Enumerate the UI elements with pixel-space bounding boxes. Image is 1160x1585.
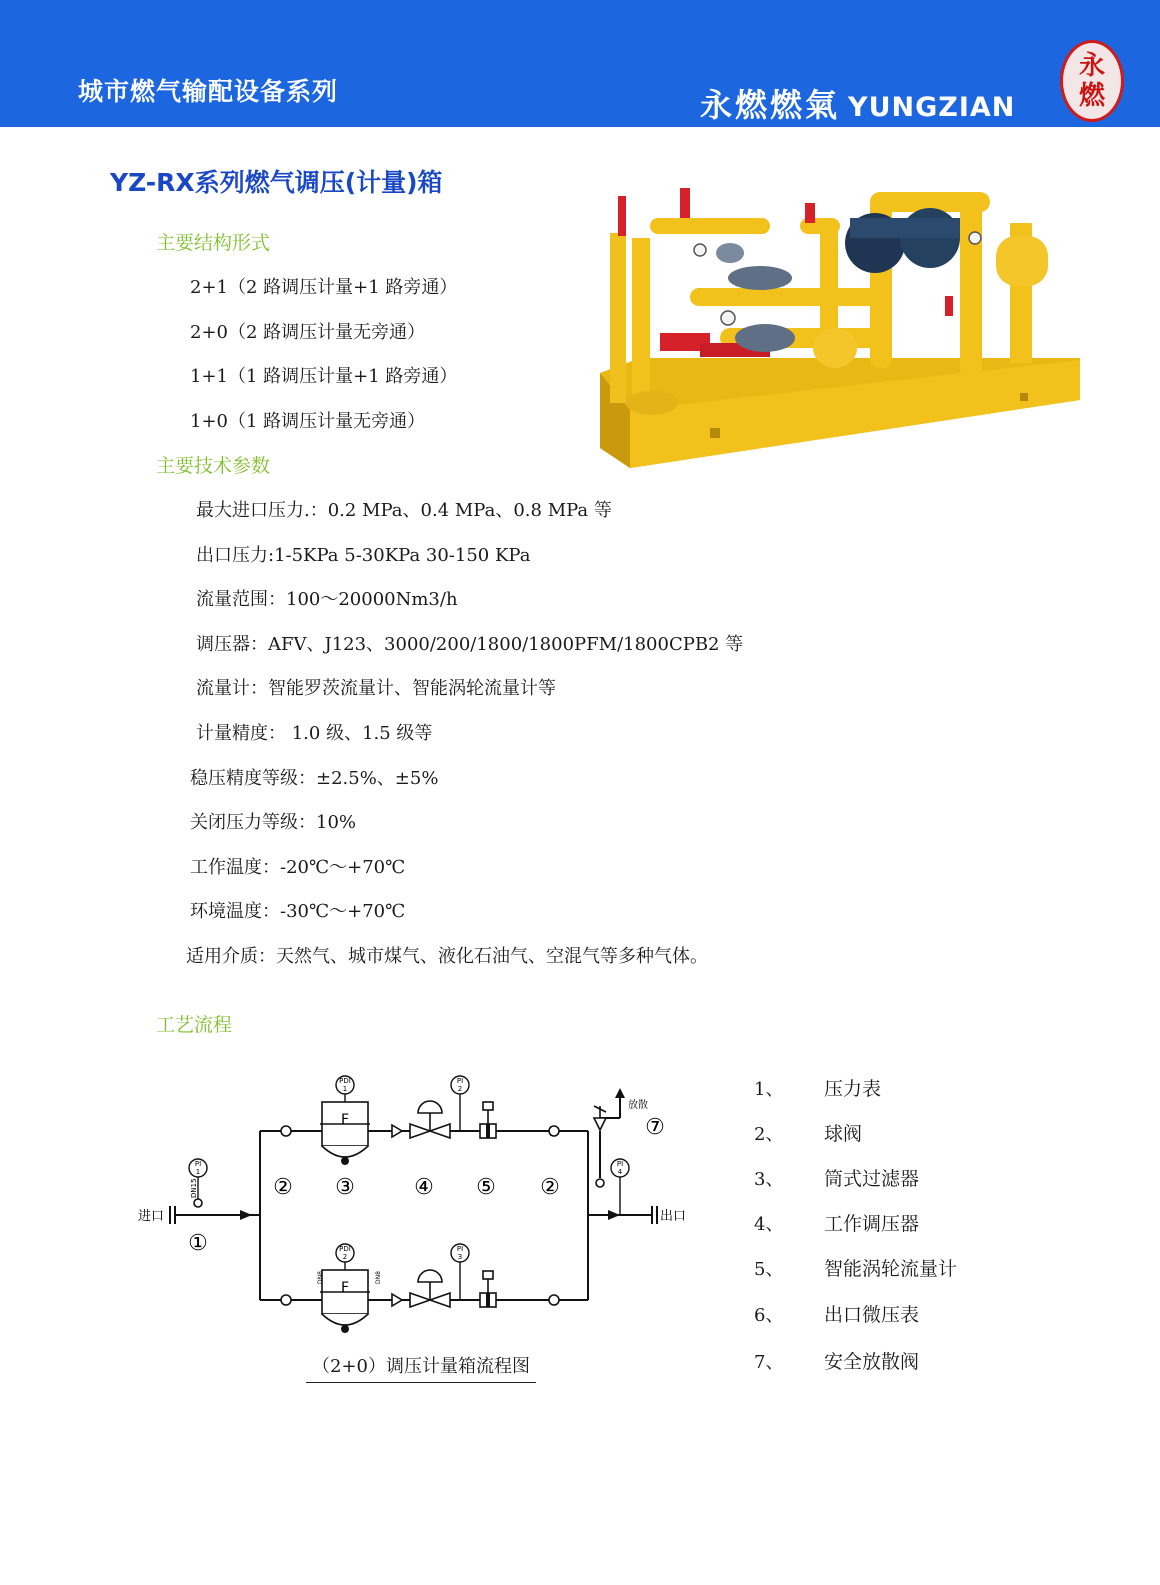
param-line: 关闭压力等级：10%: [190, 812, 357, 833]
param-line: 调压器：AFV、J123、3000/200/1800/1800PFM/1800CPB2 等: [196, 634, 744, 655]
param-line: 出口压力:1-5KPa 5-30KPa 30-150 KPa: [196, 545, 531, 566]
series-title: 城市燃气输配设备系列: [78, 77, 339, 106]
param-line: 环境温度：-30℃～+70℃: [190, 901, 406, 922]
param-line: 最大进口压力.：0.2 MPa、0.4 MPa、0.8 MPa 等: [196, 500, 612, 521]
product-photo: [600, 178, 1086, 478]
legend-number: 3、: [754, 1169, 784, 1190]
pi-4-label: PI 4: [616, 1160, 624, 1176]
param-line: 计量精度： 1.0 级、1.5 级等: [196, 723, 433, 744]
circled-number: ④: [414, 1175, 434, 1200]
param-line: 流量范围：100～20000Nm3/h: [196, 589, 458, 610]
circled-number: ②: [273, 1175, 293, 1200]
param-line: 适用介质：天然气、城市煤气、液化石油气、空混气等多种气体。: [186, 946, 708, 967]
param-line: 工作温度：-20℃～+70℃: [190, 857, 406, 878]
inlet-label: 进口: [138, 1209, 165, 1224]
structure-item: 1+1（1 路调压计量+1 路旁通）: [190, 366, 458, 387]
structure-item: 2+1（2 路调压计量+1 路旁通）: [190, 277, 458, 298]
params-heading: 主要技术参数: [156, 455, 271, 477]
circled-number: ⑤: [476, 1175, 496, 1200]
dn15-label: DN15: [190, 1178, 198, 1198]
diagram-caption: （2+0）调压计量箱流程图: [306, 1352, 536, 1383]
filter-label: F: [340, 1112, 350, 1128]
pdi-2-label: PDI 2: [339, 1245, 351, 1261]
legend-text: 安全放散阀: [824, 1351, 920, 1373]
legend-number: 5、: [754, 1259, 784, 1280]
legend-text: 智能涡轮流量计: [824, 1258, 958, 1280]
legend-number: 7、: [754, 1352, 784, 1373]
structure-item: 1+0（1 路调压计量无旁通）: [190, 411, 426, 432]
circled-number: ①: [188, 1231, 208, 1256]
pi-2-label: PI 2: [456, 1077, 464, 1093]
legend-number: 2、: [754, 1124, 784, 1145]
dn8-label: DN8: [317, 1271, 324, 1284]
brand-cn: 永燃燃氣: [700, 86, 841, 124]
circled-number: ②: [540, 1175, 560, 1200]
structure-item: 2+0（2 路调压计量无旁通）: [190, 322, 426, 343]
seal-logo: [1060, 40, 1124, 122]
circled-number: ③: [335, 1175, 355, 1200]
legend-number: 1、: [754, 1079, 784, 1100]
pdi-1-label: PDI 1: [339, 1077, 351, 1093]
vent-label: 放散: [628, 1100, 648, 1111]
param-line: 流量计：智能罗茨流量计、智能涡轮流量计等: [196, 678, 556, 699]
legend-text: 出口微压表: [824, 1304, 920, 1326]
seal-char-1: 永: [1078, 51, 1105, 81]
legend-text: 工作调压器: [824, 1213, 920, 1235]
legend-text: 压力表: [824, 1078, 882, 1100]
legend-text: 球阀: [824, 1123, 863, 1145]
seal-char-2: 燃: [1078, 81, 1105, 111]
legend-number: 4、: [754, 1214, 784, 1235]
dn8-label: DN8: [375, 1271, 382, 1284]
process-heading: 工艺流程: [156, 1014, 233, 1036]
param-line: 稳压精度等级：±2.5%、±5%: [190, 768, 439, 789]
page-title: YZ-RX系列燃气调压(计量)箱: [110, 168, 443, 197]
structure-heading: 主要结构形式: [156, 232, 271, 254]
circled-number: ⑦: [645, 1115, 665, 1140]
process-flow-diagram: [130, 1058, 690, 1388]
pi-1-label: PI 1: [194, 1160, 202, 1176]
brand-name: [700, 80, 1015, 126]
filter-label: F: [340, 1280, 350, 1296]
header-bar: [0, 0, 1160, 127]
pi-3-label: PI 3: [456, 1245, 464, 1261]
legend-text: 筒式过滤器: [824, 1168, 920, 1190]
brand-en: YUNGZIAN: [848, 92, 1016, 123]
legend-number: 6、: [754, 1305, 784, 1326]
outlet-label: 出口: [660, 1209, 687, 1224]
